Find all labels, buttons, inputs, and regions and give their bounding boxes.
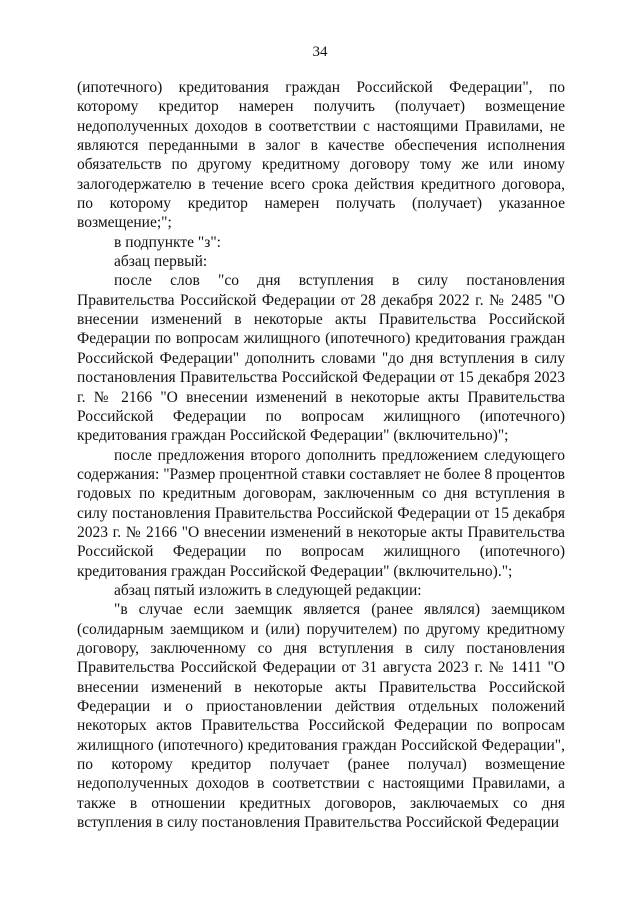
page-number: 34 — [312, 44, 328, 60]
paragraph-subclause-z: в подпункте "з": — [114, 233, 221, 251]
paragraph-first-abzats: абзац первый: — [114, 253, 208, 271]
paragraph-continuation: (ипотечного) кредитования граждан Российской Федерации", по которому кредитор намерен получить (получает) возмещение недополученных доходов в соответствии с настоящими Правилами, не являются переданными в залог в качестве обеспечения исполнения обязательств по другому кредитному договору тому же или иному залогодержателю в течение всего срока действия кредитного договора, по которому кредитор намерен получать (получает) указанное возмещение;"; — [77, 79, 565, 232]
document-body — [77, 78, 565, 832]
paragraph-after-words: после слов "со дня вступления в силу постановления Правительства Российской Федерации от 28 декабря 2022 г. № 2485 "О внесении изменений в некоторые акты Правительства Российской Федерации по вопросам жилищного (ипотечного) кредитования граждан Российской Федерации" дополнить словами "до дня вступления в силу постановления Правительства Российской Федерации от 15 декабря 2023 г. № 2166 "О внесении изменений в некоторые акты Правительства Российской Федерации по вопросам жилищного (ипотечного) кредитования граждан Российской Федерации" (включительно)"; — [77, 272, 565, 445]
paragraph-fifth-abzats: абзац пятый изложить в следующей редакции: — [114, 581, 422, 599]
paragraph-new-wording: "в случае если заемщик является (ранее являлся) заемщиком (солидарным заемщиком и (или) поручителем) по другому кредитному договору, заключенному со дня вступления в силу постановления Правительства Российской Федерации от 31 августа 2023 г. № 1411 "О внесении изменений в некоторые акты Правительства Российской Федерации и о приостановлении действия отдельных положений некоторых актов Правительства Российской Федерации по вопросам жилищного (ипотечного) кредитования граждан Российской Федерации", по которому кредитор получает (ранее получал) возмещение недополученных доходов в соответствии с настоящими Правилами, а также в отношении кредитных договоров, заключаемых со дня вступления в силу постановления Правительства Российской Федерации — [77, 601, 565, 832]
paragraph-after-sentence: после предложения второго дополнить предложением следующего содержания: "Размер процентной ставки составляет не более 8 процентов годовых по кредитным договорам, заключенным со дня вступления в силу постановления Правительства Российской Федерации от 15 декабря 2023 г. № 2166 "О внесении изменений в некоторые акты Правительства Российской Федерации по вопросам жилищного (ипотечного) кредитования граждан Российской Федерации" (включительно)."; — [77, 446, 565, 580]
